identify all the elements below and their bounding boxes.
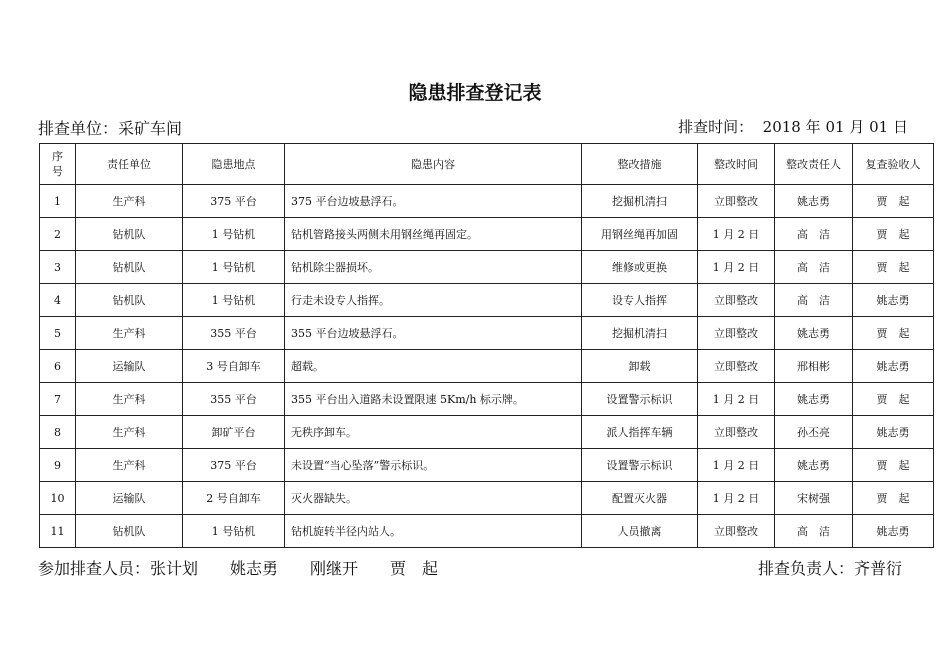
inspection-leader	[758, 556, 902, 579]
header-content: 隐患内容	[285, 144, 582, 185]
cell-time: 立即整改	[698, 185, 775, 218]
cell-no: 5	[40, 317, 76, 350]
participants-label: 参加排查人员：	[38, 559, 151, 578]
cell-content: 钻机旋转半径内站人。	[285, 515, 582, 548]
cell-no: 6	[40, 350, 76, 383]
cell-unit: 运输队	[76, 482, 183, 515]
cell-no: 10	[40, 482, 76, 515]
cell-person: 邢相彬	[775, 350, 853, 383]
cell-time: 立即整改	[698, 515, 775, 548]
leader-name: 齐普衍	[853, 559, 902, 578]
cell-person: 高 洁	[775, 515, 853, 548]
participants-names: 张计划 姚志勇 刚继开 贾 起	[150, 559, 439, 578]
table-row	[40, 416, 934, 449]
cell-unit: 生产科	[76, 383, 183, 416]
table-row	[40, 350, 934, 383]
cell-person: 姚志勇	[775, 383, 853, 416]
unit-label: 排查单位：	[38, 119, 119, 138]
cell-inspector: 贾 起	[853, 185, 934, 218]
cell-location: 1 号钻机	[183, 218, 285, 251]
cell-location: 1 号钻机	[183, 251, 285, 284]
header-no: 序 号	[40, 144, 76, 185]
table-row	[40, 449, 934, 482]
leader-label: 排查负责人：	[757, 559, 854, 578]
cell-content: 375 平台边坡悬浮石。	[285, 185, 582, 218]
cell-measure: 用钢丝绳再加固	[582, 218, 698, 251]
cell-inspector: 贾 起	[853, 383, 934, 416]
cell-no: 9	[40, 449, 76, 482]
cell-time: 1 月 2 日	[698, 251, 775, 284]
unit-value: 采矿车间	[118, 119, 183, 138]
cell-measure: 设置警示标识	[582, 383, 698, 416]
table-row	[40, 482, 934, 515]
cell-inspector: 贾 起	[853, 317, 934, 350]
cell-content: 未设置“当心坠落”警示标识。	[285, 449, 582, 482]
cell-unit: 钻机队	[76, 218, 183, 251]
date-day: 01	[869, 118, 889, 136]
header-person: 整改责任人	[775, 144, 853, 185]
inspection-unit	[38, 116, 182, 139]
date-month-unit: 月	[849, 118, 865, 136]
cell-location: 1 号钻机	[183, 515, 285, 548]
table-row	[40, 383, 934, 416]
date-label: 排查时间：	[678, 118, 754, 136]
cell-time: 立即整改	[698, 350, 775, 383]
cell-location: 2 号自卸车	[183, 482, 285, 515]
cell-no: 4	[40, 284, 76, 317]
cell-person: 宋树强	[775, 482, 853, 515]
cell-content: 钻机管路接头两侧未用钢丝绳再固定。	[285, 218, 582, 251]
cell-person: 高 洁	[775, 251, 853, 284]
cell-content: 超载。	[285, 350, 582, 383]
cell-measure: 派人指挥车辆	[582, 416, 698, 449]
cell-inspector: 姚志勇	[853, 284, 934, 317]
cell-location: 355 平台	[183, 383, 285, 416]
header-unit: 责任单位	[76, 144, 183, 185]
cell-no: 7	[40, 383, 76, 416]
cell-no: 8	[40, 416, 76, 449]
cell-time: 立即整改	[698, 416, 775, 449]
cell-location: 3 号自卸车	[183, 350, 285, 383]
cell-content: 355 平台出入道路未设置限速 5Km/h 标示牌。	[285, 383, 582, 416]
table-row	[40, 251, 934, 284]
cell-content: 无秩序卸车。	[285, 416, 582, 449]
cell-measure: 卸载	[582, 350, 698, 383]
cell-unit: 钻机队	[76, 251, 183, 284]
cell-person: 姚志勇	[775, 185, 853, 218]
table-header-row	[40, 144, 934, 185]
inspection-date	[678, 116, 908, 137]
header-location: 隐患地点	[183, 144, 285, 185]
cell-location: 355 平台	[183, 317, 285, 350]
cell-time: 立即整改	[698, 284, 775, 317]
cell-location: 375 平台	[183, 449, 285, 482]
date-day-unit: 日	[892, 118, 908, 136]
cell-no: 2	[40, 218, 76, 251]
cell-time: 1 月 2 日	[698, 383, 775, 416]
cell-inspector: 姚志勇	[853, 416, 934, 449]
date-year: 2018	[762, 118, 801, 136]
cell-measure: 挖掘机清扫	[582, 185, 698, 218]
header-measure: 整改措施	[582, 144, 698, 185]
cell-unit: 生产科	[76, 449, 183, 482]
cell-person: 姚志勇	[775, 449, 853, 482]
cell-location: 1 号钻机	[183, 284, 285, 317]
header-inspector: 复查验收人	[853, 144, 934, 185]
cell-inspector: 姚志勇	[853, 515, 934, 548]
table-row	[40, 185, 934, 218]
participants	[38, 556, 438, 579]
cell-person: 高 洁	[775, 218, 853, 251]
cell-measure: 挖掘机清扫	[582, 317, 698, 350]
header-time: 整改时间	[698, 144, 775, 185]
table-row	[40, 515, 934, 548]
cell-time: 1 月 2 日	[698, 218, 775, 251]
cell-unit: 钻机队	[76, 515, 183, 548]
cell-time: 1 月 2 日	[698, 482, 775, 515]
cell-person: 高 洁	[775, 284, 853, 317]
cell-content: 行走未设专人指挥。	[285, 284, 582, 317]
cell-measure: 人员撤离	[582, 515, 698, 548]
cell-inspector: 贾 起	[853, 251, 934, 284]
cell-measure: 设专人指挥	[582, 284, 698, 317]
cell-inspector: 贾 起	[853, 449, 934, 482]
cell-content: 灭火器缺失。	[285, 482, 582, 515]
cell-unit: 钻机队	[76, 284, 183, 317]
table-row	[40, 218, 934, 251]
cell-content: 355 平台边坡悬浮石。	[285, 317, 582, 350]
table-row	[40, 284, 934, 317]
cell-inspector: 贾 起	[853, 218, 934, 251]
cell-no: 1	[40, 185, 76, 218]
cell-inspector: 贾 起	[853, 482, 934, 515]
cell-unit: 生产科	[76, 317, 183, 350]
cell-unit: 运输队	[76, 350, 183, 383]
hazard-table	[39, 143, 934, 548]
cell-time: 1 月 2 日	[698, 449, 775, 482]
page-title: 隐患排查登记表	[408, 82, 542, 104]
cell-inspector: 姚志勇	[853, 350, 934, 383]
cell-unit: 生产科	[76, 416, 183, 449]
date-year-unit: 年	[805, 118, 821, 136]
cell-no: 11	[40, 515, 76, 548]
cell-measure: 维修或更换	[582, 251, 698, 284]
cell-no: 3	[40, 251, 76, 284]
cell-location: 卸矿平台	[183, 416, 285, 449]
table-row	[40, 317, 934, 350]
cell-person: 姚志勇	[775, 317, 853, 350]
cell-time: 立即整改	[698, 317, 775, 350]
cell-measure: 设置警示标识	[582, 449, 698, 482]
cell-unit: 生产科	[76, 185, 183, 218]
date-month: 01	[825, 118, 845, 136]
cell-content: 钻机除尘器损坏。	[285, 251, 582, 284]
cell-measure: 配置灭火器	[582, 482, 698, 515]
cell-person: 孙丕亮	[775, 416, 853, 449]
cell-location: 375 平台	[183, 185, 285, 218]
